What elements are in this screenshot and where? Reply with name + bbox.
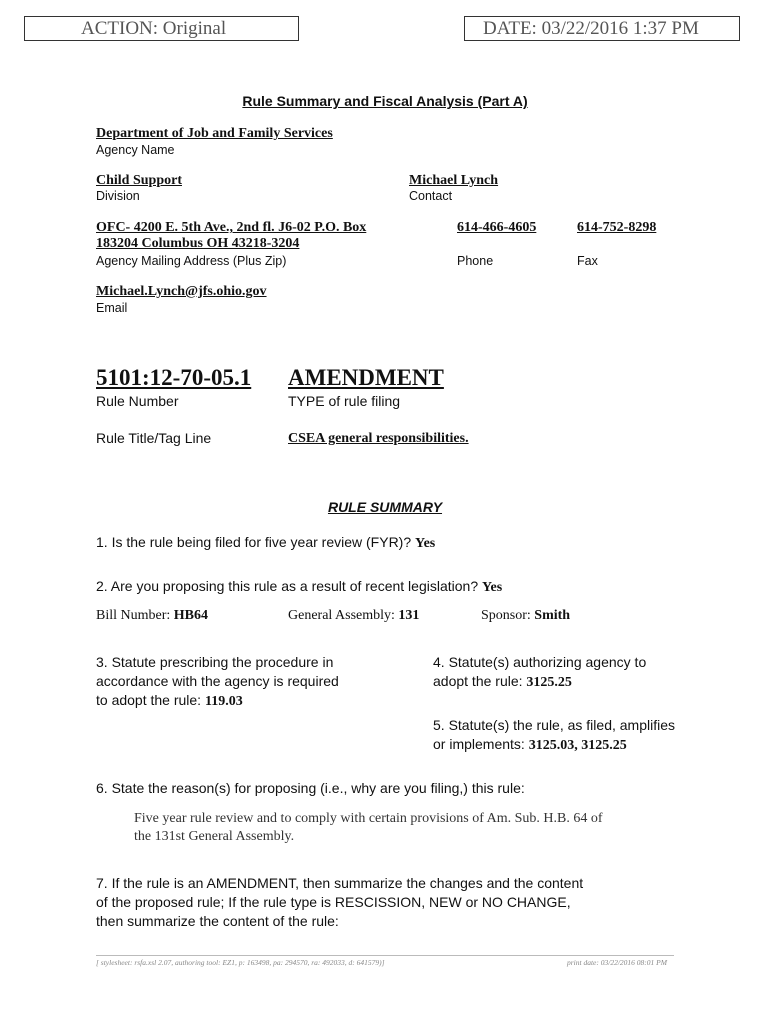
general-assembly: [288, 608, 419, 624]
question-3: [96, 653, 339, 711]
question-1-text: 1. Is the rule being filed for five year review (FYR)?: [96, 534, 412, 550]
phone-value: 614-466-4605: [457, 220, 537, 235]
page-title: Rule Summary and Fiscal Analysis (Part A): [242, 93, 528, 109]
answer-5: 3125.03, 3125.25: [528, 738, 627, 753]
rule-type: AMENDMENT: [288, 365, 444, 390]
question-3-line3: to adopt the rule:: [96, 692, 202, 708]
footer-print-date: print date: 03/22/2016 08:01 PM: [567, 958, 667, 967]
question-6: 6. State the reason(s) for proposing (i.e., why are you filing,) this rule:: [96, 780, 525, 796]
answer-1: Yes: [415, 536, 436, 551]
answer-6-line2: the 131st General Assembly.: [134, 829, 295, 844]
bill-value: HB64: [173, 608, 209, 623]
question-3-line1: 3. Statute prescribing the procedure in: [96, 654, 334, 670]
rule-title: CSEA general responsibilities.: [288, 431, 469, 446]
question-2-text: 2. Are you proposing this rule as a result of recent legislation?: [96, 578, 479, 594]
phone-label: Phone: [457, 254, 494, 268]
agency-name: Department of Job and Family Services: [96, 126, 333, 141]
question-7-line1: 7. If the rule is an AMENDMENT, then summarize the changes and the content: [96, 875, 584, 891]
footer-stylesheet-info: [ stylesheet: rsfa.xsl 2.07, authoring tool: EZ1, p: 163498, pa: 294570, ra: 492033, d: 641579)]: [96, 958, 385, 967]
answer-3: 119.03: [204, 694, 243, 709]
answer-4: 3125.25: [526, 675, 572, 690]
rule-title-label: Rule Title/Tag Line: [96, 430, 212, 446]
assembly-label: General Assembly:: [288, 608, 395, 623]
assembly-value: 131: [398, 608, 420, 623]
question-5-line2: or implements:: [433, 736, 525, 752]
sponsor: [481, 608, 570, 624]
question-5-line1: 5. Statute(s) the rule, as filed, amplifies: [433, 717, 675, 733]
sponsor-label: Sponsor:: [481, 608, 531, 623]
question-3-line2: accordance with the agency is required: [96, 673, 339, 689]
rule-number: 5101:12-70-05.1: [96, 365, 252, 390]
email-value: Michael.Lynch@jfs.ohio.gov: [96, 284, 267, 299]
contact-value: Michael Lynch: [409, 173, 499, 188]
address-label: Agency Mailing Address (Plus Zip): [96, 254, 287, 268]
division-label: Division: [96, 189, 140, 203]
rule-type-label: TYPE of rule filing: [288, 393, 401, 409]
question-7-line2: of the proposed rule; If the rule type is RESCISSION, NEW or NO CHANGE,: [96, 894, 571, 910]
action-box: [24, 16, 299, 41]
contact-label: Contact: [409, 189, 453, 203]
division-value: Child Support: [96, 173, 182, 188]
footer-divider: [96, 955, 674, 956]
question-7: [96, 874, 583, 931]
agency-name-label: Agency Name: [96, 143, 175, 157]
answer-6: [134, 810, 603, 846]
answer-2: Yes: [482, 580, 503, 595]
email-label: Email: [96, 301, 128, 315]
question-1: [96, 533, 435, 553]
rule-number-label: Rule Number: [96, 393, 179, 409]
answer-6-line1: Five year rule review and to comply with certain provisions of Am. Sub. H.B. 64 of: [134, 811, 603, 826]
fax-label: Fax: [577, 254, 598, 268]
question-2: [96, 577, 502, 597]
address-line2: 183204 Columbus OH 43218-3204: [96, 236, 300, 251]
action-text: ACTION: Original: [81, 18, 227, 39]
bill-label: Bill Number:: [96, 608, 171, 623]
address-line1: OFC- 4200 E. 5th Ave., 2nd fl. J6-02 P.O. Box: [96, 220, 367, 235]
question-4-line2: adopt the rule:: [433, 673, 523, 689]
question-7-line3: then summarize the content of the rule:: [96, 913, 339, 929]
question-4-line1: 4. Statute(s) authorizing agency to: [433, 654, 647, 670]
date-box: [464, 16, 740, 41]
date-text: DATE: 03/22/2016 1:37 PM: [483, 18, 699, 39]
bill-number: [96, 608, 208, 624]
rule-summary-heading: RULE SUMMARY: [327, 499, 443, 515]
question-5: [433, 716, 675, 755]
sponsor-value: Smith: [534, 608, 571, 623]
question-4: [433, 653, 646, 692]
fax-value: 614-752-8298: [577, 220, 657, 235]
